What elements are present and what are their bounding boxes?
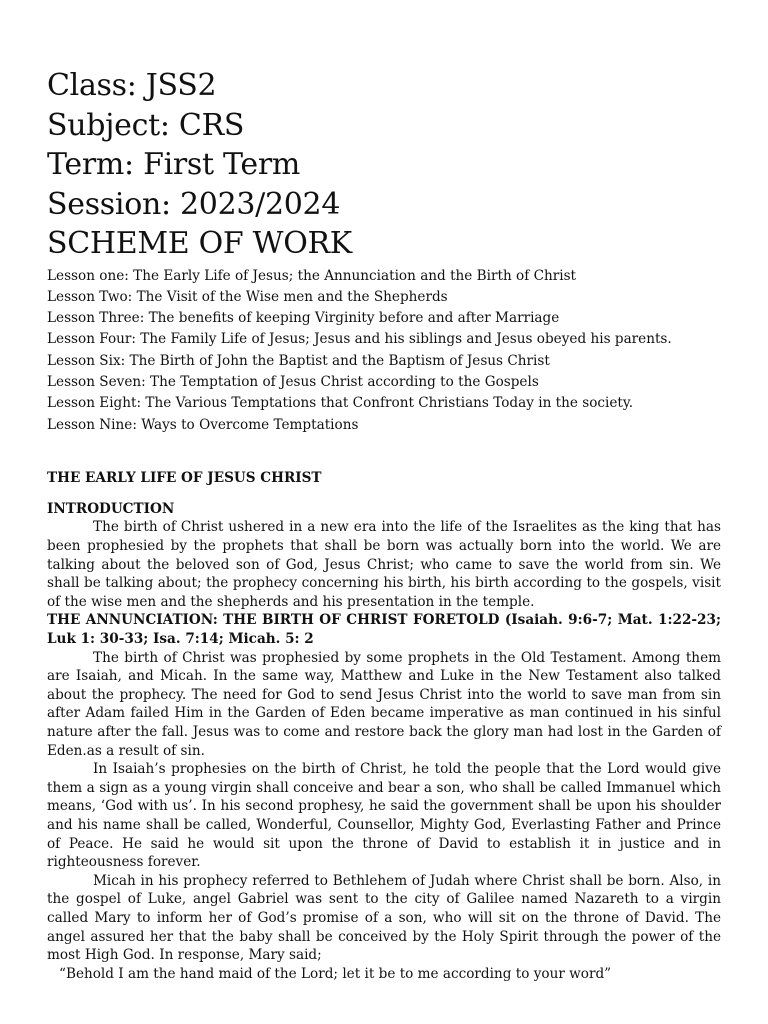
lesson-item: Lesson Two: The Visit of the Wise men and the Shepherds	[47, 288, 448, 305]
intro-paragraph: The birth of Christ ushered in a new era into the life of the Israelites as the king that has been prophesied by the prophets that shall be born was actually born into the world. We are talking about the beloved son of God, Jesus Christ; who came to save the world from sin. We shall be talking about; the prophecy concerning his birth, his birth according to the gospels, visit of the wise men and the shepherds and his presentation in the temple.	[47, 519, 721, 610]
lesson-item: Lesson Nine: Ways to Overcome Temptations	[47, 416, 359, 433]
lesson-item: Lesson Six: The Birth of John the Baptist and the Baptism of Jesus Christ	[47, 352, 550, 369]
lesson-list	[47, 266, 721, 436]
body-paragraph: The birth of Christ was prophesied by some prophets in the Old Testament. Among them are Isaiah, and Micah. In the same way, Matthew and Luke in the New Testament also talked about the prophecy. The need for God to send Jesus Christ into the world to save man from sin after Adam failed Him in the Garden of Eden became imperative as man continued in his sinful nature after the fall. Jesus was to come and restore back the glory man had lost in the Garden of Eden.as a result of sin.	[47, 649, 721, 759]
mary-quote: “Behold I am the hand maid of the Lord; let it be to me according to your word”	[59, 965, 612, 982]
session-line: Session: 2023/2024	[47, 186, 341, 222]
lesson-item: Lesson Seven: The Temptation of Jesus Christ according to the Gospels	[47, 373, 539, 390]
subject-line: Subject: CRS	[47, 107, 245, 143]
scheme-title: SCHEME OF WORK	[47, 226, 352, 261]
lesson-item: Lesson one: The Early Life of Jesus; the Annunciation and the Birth of Christ	[47, 267, 577, 284]
body-paragraph: Micah in his prophecy referred to Bethlehem of Judah where Christ shall be born. Also, in the gospel of Luke, angel Gabriel was sent to the city of Galilee named Nazareth to a virgin called Mary to inform her of God’s promise of a son, who will sit on the throne of David. The angel assured her that the baby shall be conceived by the Holy Spirit through the power of the most High God. In response, Mary said;	[47, 872, 721, 964]
section-title: THE EARLY LIFE OF JESUS CHRIST	[47, 469, 322, 486]
lesson-item: Lesson Three: The benefits of keeping Virginity before and after Marriage	[47, 310, 560, 327]
term-line: Term: First Term	[47, 147, 301, 182]
annunciation-heading: THE ANNUNCIATION: THE BIRTH OF CHRIST FORETOLD (Isaiah. 9:6-7; Mat. 1:22-23; Luk 1: 30-33; Isa. 7:14; Micah. 5: 2	[47, 612, 721, 648]
lesson-item: Lesson Four: The Family Life of Jesus; Jesus and his siblings and Jesus obeyed his parents.	[47, 331, 672, 348]
body-paragraph: In Isaiah’s prophesies on the birth of Christ, he told the people that the Lord would give them a sign as a young virgin shall conceive and bear a son, who shall be called Immanuel which means, ‘God with us’. In his second prophesy, he said the government shall be upon his shoulder and his name shall be called, Wonderful, Counsellor, Mighty God, Everlasting Father and Prince of Peace. He said he would sit upon the throne of David to establish it in justice and in righteousness forever.	[47, 761, 721, 871]
intro-heading: INTRODUCTION	[47, 500, 175, 517]
class-line: Class: JSS2	[47, 68, 217, 103]
lesson-item: Lesson Eight: The Various Temptations that Confront Christians Today in the society.	[47, 395, 634, 412]
